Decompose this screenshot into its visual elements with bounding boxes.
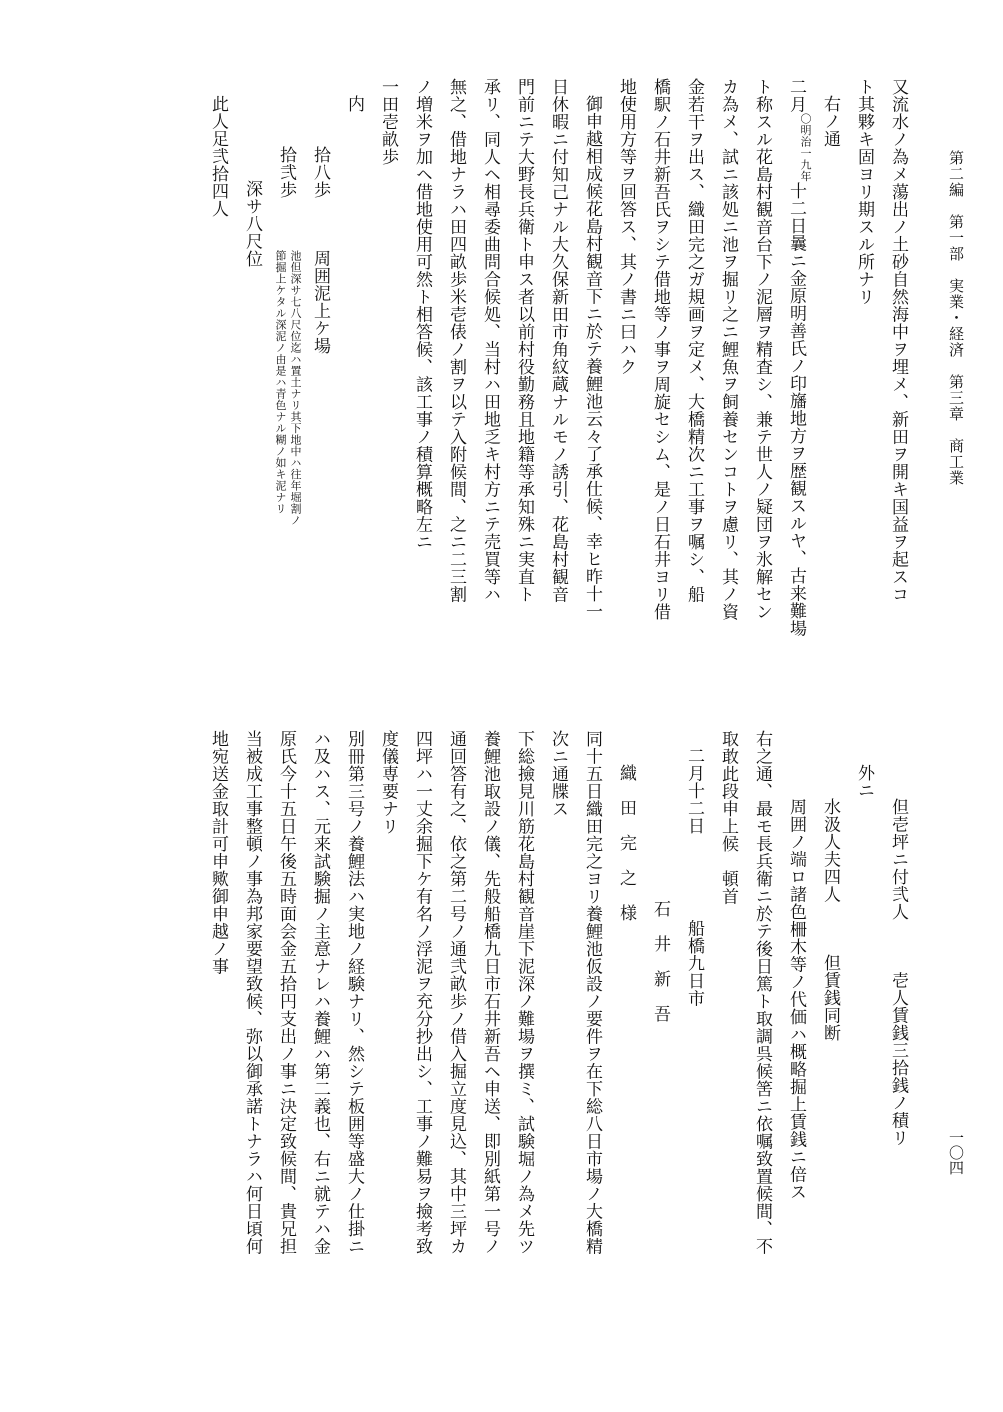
text-line: 地宛送金取計可申歟御申越ノ事 bbox=[208, 730, 228, 975]
text-line bbox=[303, 78, 337, 660]
text-line: カ為メ、試ニ該処ニ池ヲ掘リ之ニ鯉魚ヲ飼養センコトヲ慮リ、其ノ資 bbox=[718, 78, 738, 621]
text-fragment: 但賃銭同断 bbox=[820, 954, 840, 1042]
note-line: 池但深サ七八尺位迄ハ置土ナリ其下地中ハ往年堀割ノ bbox=[289, 249, 302, 526]
text-line: 金若干ヲ出ス、織田完之ガ規画ヲ定メ、大橋精次ニ工事ヲ嘱シ、船 bbox=[684, 78, 704, 603]
text-line: ハ及ハス、元来試験掘ノ主意ナレハ養鯉ハ第二義也、右ニ就テハ金 bbox=[310, 730, 330, 1255]
text-fragment: 水汲人夫四人 bbox=[820, 798, 840, 903]
date-annotation: 〇明治一九年 bbox=[799, 113, 812, 182]
text-line: 当被成工事整頓ノ事為邦家要望致候、弥以御承諾トナラハ何日頃何 bbox=[242, 730, 262, 1255]
text-line bbox=[881, 730, 915, 1340]
text-line: 日休暇ニ付知己ナル大久保新田市角紋蔵ナルモノ誘引、花島村観音 bbox=[548, 78, 568, 603]
text-line: 通回答有之、依之第二号ノ通弐畝歩ノ借入掘立度見込、其中三坪カ bbox=[446, 730, 466, 1255]
text-line: ト其夥キ固ヨリ期スル所ナリ bbox=[854, 78, 874, 306]
text-line: 又流水ノ為メ蕩出ノ土砂自然海中ヲ埋メ、新田ヲ開キ国益ヲ起スコ bbox=[888, 78, 908, 603]
text-line: 右之通、最モ長兵衛ニ於テ後日篤ト取調呉候筈ニ依嘱致置候間、不 bbox=[752, 730, 772, 1255]
text-line: 度儀専要ナリ bbox=[378, 730, 398, 835]
lower-text-block bbox=[85, 730, 915, 1340]
text-fragment: 但壱坪ニ付弐人 bbox=[888, 798, 908, 921]
text-line bbox=[269, 78, 303, 660]
text-line: 地使用方等ヲ回答ス、其ノ書ニ曰ハク bbox=[616, 78, 636, 376]
text-fragment: 二月十二日 bbox=[684, 747, 704, 835]
text-line: 無之、借地ナラハ田四畝歩米壱俵ノ割ヲ以テ入附候間、之ニ二三割 bbox=[446, 78, 466, 603]
text-fragment: 二月 bbox=[786, 78, 806, 113]
text-line: 承リ、同人ヘ相尋委曲問合候処、当村ハ田地乏キ村方ニテ売買等ハ bbox=[480, 78, 500, 603]
text-line: 次ニ通牒ス bbox=[548, 730, 568, 818]
text-line: 門前ニテ大野長兵衛ト申ス者以前村役勤務且地籍等承知殊ニ実直ト bbox=[514, 78, 534, 603]
text-line bbox=[813, 730, 847, 1340]
text-line: 橋駅ノ石井新吾氏ヲシテ借地等ノ事ヲ周旋セシム、是ノ日石井ヨリ借 bbox=[650, 78, 670, 621]
text-line: 右ノ通 bbox=[820, 95, 840, 148]
page-number: 一〇四 bbox=[947, 1130, 965, 1175]
upper-text-block bbox=[85, 78, 915, 660]
text-line: 養鯉池取設ノ儀、先般船橋九日市石井新吾ヘ申送、即別紙第一号ノ bbox=[480, 730, 500, 1255]
running-header: 第二編 第一部 実業・経済 第三章 商工業 bbox=[947, 150, 965, 486]
text-line: 周囲ノ端ロ諸色柵木等ノ代価ハ概略掘上賃銭ニ倍ス bbox=[786, 798, 806, 1201]
text-line: 深サ八尺位 bbox=[242, 180, 262, 268]
text-line: 石 井 新 吾 bbox=[650, 900, 670, 1023]
text-fragment: 壱人賃銭三拾銭ノ積リ bbox=[888, 971, 908, 1147]
text-line bbox=[677, 730, 711, 1340]
text-line: 四坪ハ一丈余掘下ケ有名ノ浮泥ヲ充分抄出シ、工事ノ難易ヲ撿考致 bbox=[412, 730, 432, 1255]
text-line: 織 田 完 之 様 bbox=[616, 764, 636, 922]
text-line: 外ニ bbox=[854, 764, 874, 799]
text-fragment: 十二日曩ニ金原明善氏ノ印旛地方ヲ歴観スルヤ、古来難場 bbox=[786, 182, 806, 637]
note-line: 節掘上ケタル深泥ノ由是ハ青色ナル糊ノ如キ泥ナリ bbox=[274, 249, 287, 514]
text-line: ト称スル花島村観音台下ノ泥層ヲ精査シ、兼テ世人ノ疑団ヲ氷解セン bbox=[752, 78, 772, 621]
text-line: 下総撿見川筋花島村観音崖下泥深ノ難場ヲ撰ミ、試験堀ノ為メ先ツ bbox=[514, 730, 534, 1255]
text-line: 原氏今十五日午後五時面会金五拾円支出ノ事ニ決定致候間、貴兄担 bbox=[276, 730, 296, 1255]
text-line bbox=[779, 78, 813, 660]
text-fragment: 周囲泥上ケ場 bbox=[310, 249, 330, 355]
text-line: 此人足弐拾四人 bbox=[208, 95, 228, 218]
text-line: ノ増米ヲ加ヘ借地使用可然ト相答候、該工事ノ積算概略左ニ bbox=[412, 78, 432, 551]
text-line: 一田壱畝歩 bbox=[378, 78, 398, 166]
text-fragment: 拾弐歩 bbox=[276, 146, 296, 199]
text-line: 同十五日織田完之ヨリ養鯉池仮設ノ要件ヲ在下総八日市場ノ大橋精 bbox=[582, 730, 602, 1255]
text-fragment: 船橋九日市 bbox=[684, 919, 704, 1007]
text-line: 御申越相成候花島村観音下ニ於テ養鯉池云々了承仕候、幸ヒ昨十一 bbox=[582, 95, 602, 620]
text-line: 内 bbox=[344, 95, 364, 113]
text-line: 別冊第三号ノ養鯉法ハ実地ノ経験ナリ、然シテ板囲等盛大ノ仕掛ニ bbox=[344, 730, 364, 1255]
text-line: 取敢此段申上候 頓首 bbox=[718, 730, 738, 905]
text-fragment: 拾八歩 bbox=[310, 146, 330, 199]
pond-note bbox=[273, 250, 303, 526]
